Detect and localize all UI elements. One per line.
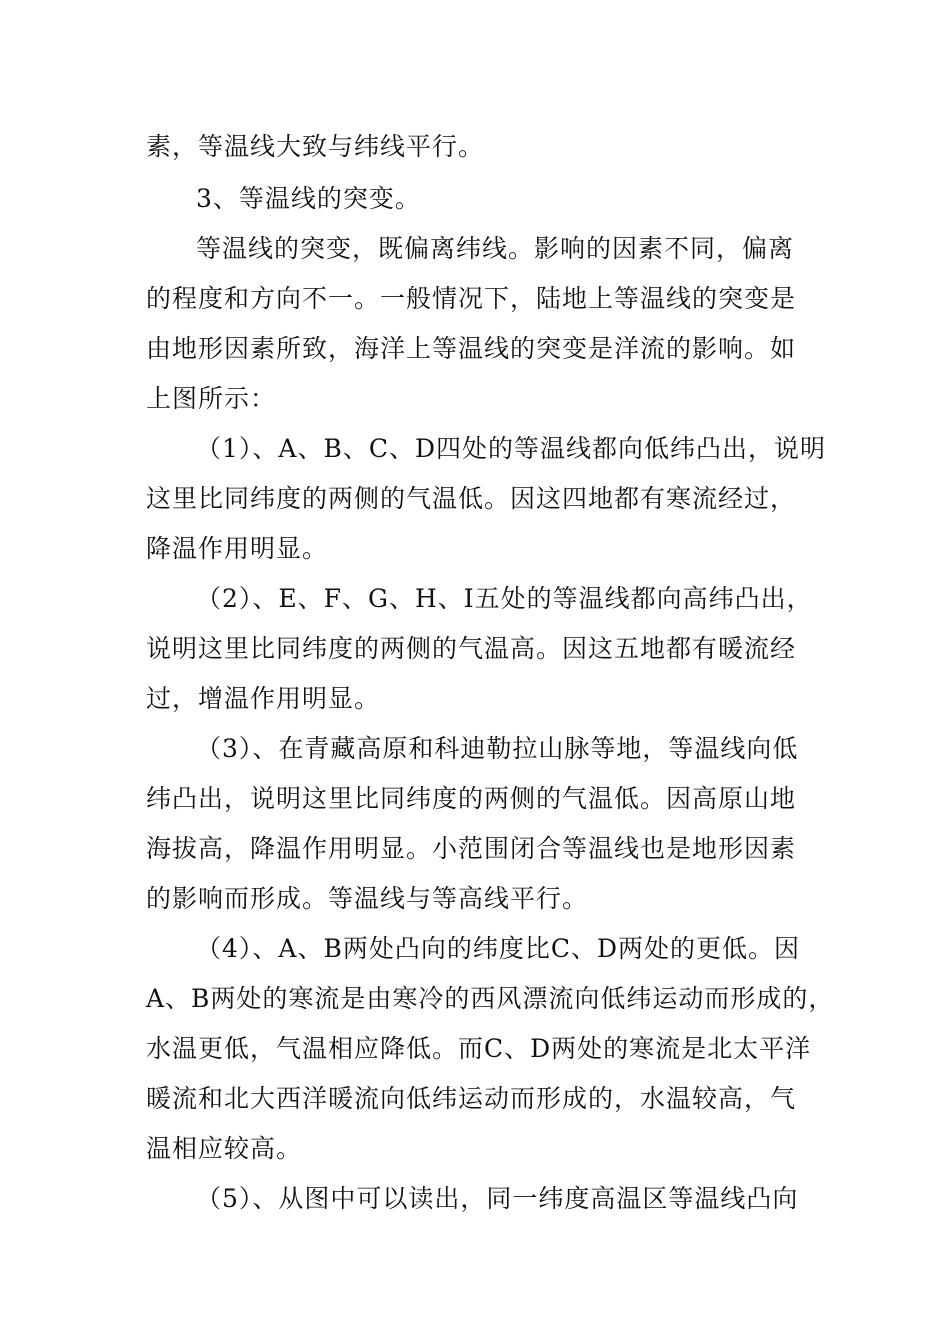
text-line: 降温作用明显。 [146, 534, 329, 563]
text-line: 说明这里比同纬度的两侧的气温高。因这五地都有暖流经 [146, 634, 797, 663]
text-line: A、B两处的寒流是由寒冷的西风漂流向低纬运动而形成的， [146, 984, 835, 1013]
list-item-5: （5）、从图中可以读出，同一纬度高温区等温线凸向 [196, 1184, 799, 1213]
paragraph-first-line: 等温线的突变，既偏离纬线。影响的因素不同，偏离 [196, 234, 795, 263]
text-line: 过，增温作用明显。 [146, 684, 381, 713]
section-heading: 3、等温线的突变。 [196, 184, 421, 213]
list-item-1: （1）、A、B、C、D四处的等温线都向低纬凸出，说明 [196, 434, 827, 463]
text-line: 由地形因素所致，海洋上等温线的突变是洋流的影响。如 [146, 334, 797, 363]
list-item-4: （4）、A、B两处凸向的纬度比C、D两处的更低。因 [196, 934, 801, 963]
text-line: 纬凸出，说明这里比同纬度的两侧的气温低。因高原山地 [146, 784, 797, 813]
list-item-2: （2）、E、F、G、H、I五处的等温线都向高纬凸出， [196, 584, 813, 613]
text-line: 上图所示： [146, 384, 277, 413]
text-line: 海拔高，降温作用明显。小范围闭合等温线也是地形因素 [146, 834, 797, 863]
text-line: 的影响而形成。等温线与等高线平行。 [146, 884, 589, 913]
text-line: 的程度和方向不一。一般情况下，陆地上等温线的突变是 [146, 284, 797, 313]
text-line: 温相应较高。 [146, 1134, 303, 1163]
text-line: 暖流和北大西洋暖流向低纬运动而形成的，水温较高，气 [146, 1084, 797, 1113]
text-line: 水温更低，气温相应降低。而C、D两处的寒流是北太平洋 [146, 1034, 812, 1063]
text-line: 素，等温线大致与纬线平行。 [146, 132, 485, 161]
list-item-3: （3）、在青藏高原和科迪勒拉山脉等地，等温线向低 [196, 734, 799, 763]
text-line: 这里比同纬度的两侧的气温低。因这四地都有寒流经过， [146, 484, 797, 513]
